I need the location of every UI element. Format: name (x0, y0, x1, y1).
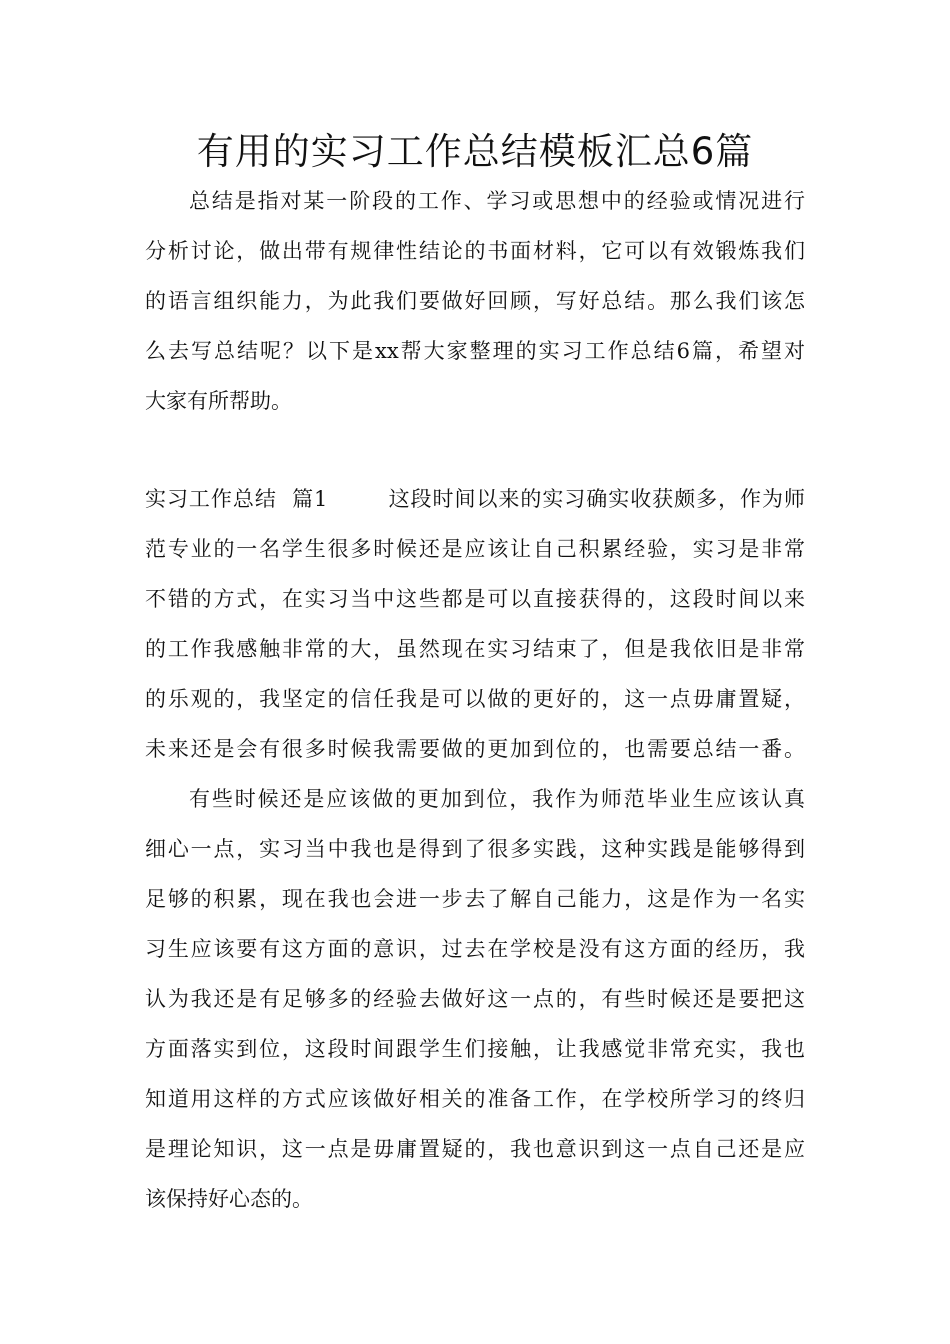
intro-line: 分析讨论，做出带有规律性结论的书面材料，它可以有效锻炼我们 (145, 239, 805, 263)
document-title: 有用的实习工作总结模板汇总6篇 (196, 130, 754, 173)
section1-line: 实习工作总结 篇1 这段时间以来的实习确实收获颇多，作为师 (145, 487, 805, 511)
section1-line: 范专业的一名学生很多时候还是应该让自己积累经验，实习是非常 (145, 537, 805, 561)
section1-line: 不错的方式，在实习当中这些都是可以直接获得的，这段时间以来 (145, 587, 805, 611)
section2-line: 习生应该要有这方面的意识，过去在学校是没有这方面的经历，我 (145, 937, 805, 961)
section1-line: 的工作我感触非常的大，虽然现在实习结束了，但是我依旧是非常 (145, 637, 805, 661)
section2-line: 该保持好心态的。 (145, 1187, 313, 1211)
intro-line: 总结是指对某一阶段的工作、学习或思想中的经验或情况进行 (189, 189, 805, 213)
intro-line: 的语言组织能力，为此我们要做好回顾，写好总结。那么我们该怎 (145, 289, 805, 313)
section2-line: 细心一点，实习当中我也是得到了很多实践，这种实践是能够得到 (145, 837, 805, 861)
section1-line: 的乐观的，我坚定的信任我是可以做的更好的，这一点毋庸置疑， (145, 687, 805, 711)
section2-line: 足够的积累，现在我也会进一步去了解自己能力，这是作为一名实 (145, 887, 805, 911)
section2-line: 知道用这样的方式应该做好相关的准备工作，在学校所学习的终归 (145, 1087, 805, 1111)
section2-line: 有些时候还是应该做的更加到位，我作为师范毕业生应该认真 (189, 787, 805, 811)
section2-line: 方面落实到位，这段时间跟学生们接触，让我感觉非常充实，我也 (145, 1037, 805, 1061)
section1-line: 未来还是会有很多时候我需要做的更加到位的，也需要总结一番。 (145, 737, 805, 761)
section2-line: 认为我还是有足够多的经验去做好这一点的，有些时候还是要把这 (145, 987, 805, 1011)
section2-line: 是理论知识，这一点是毋庸置疑的，我也意识到这一点自己还是应 (145, 1137, 805, 1161)
intro-line: 大家有所帮助。 (145, 389, 292, 413)
intro-line: 么去写总结呢？以下是xx帮大家整理的实习工作总结6篇，希望对 (145, 339, 805, 363)
